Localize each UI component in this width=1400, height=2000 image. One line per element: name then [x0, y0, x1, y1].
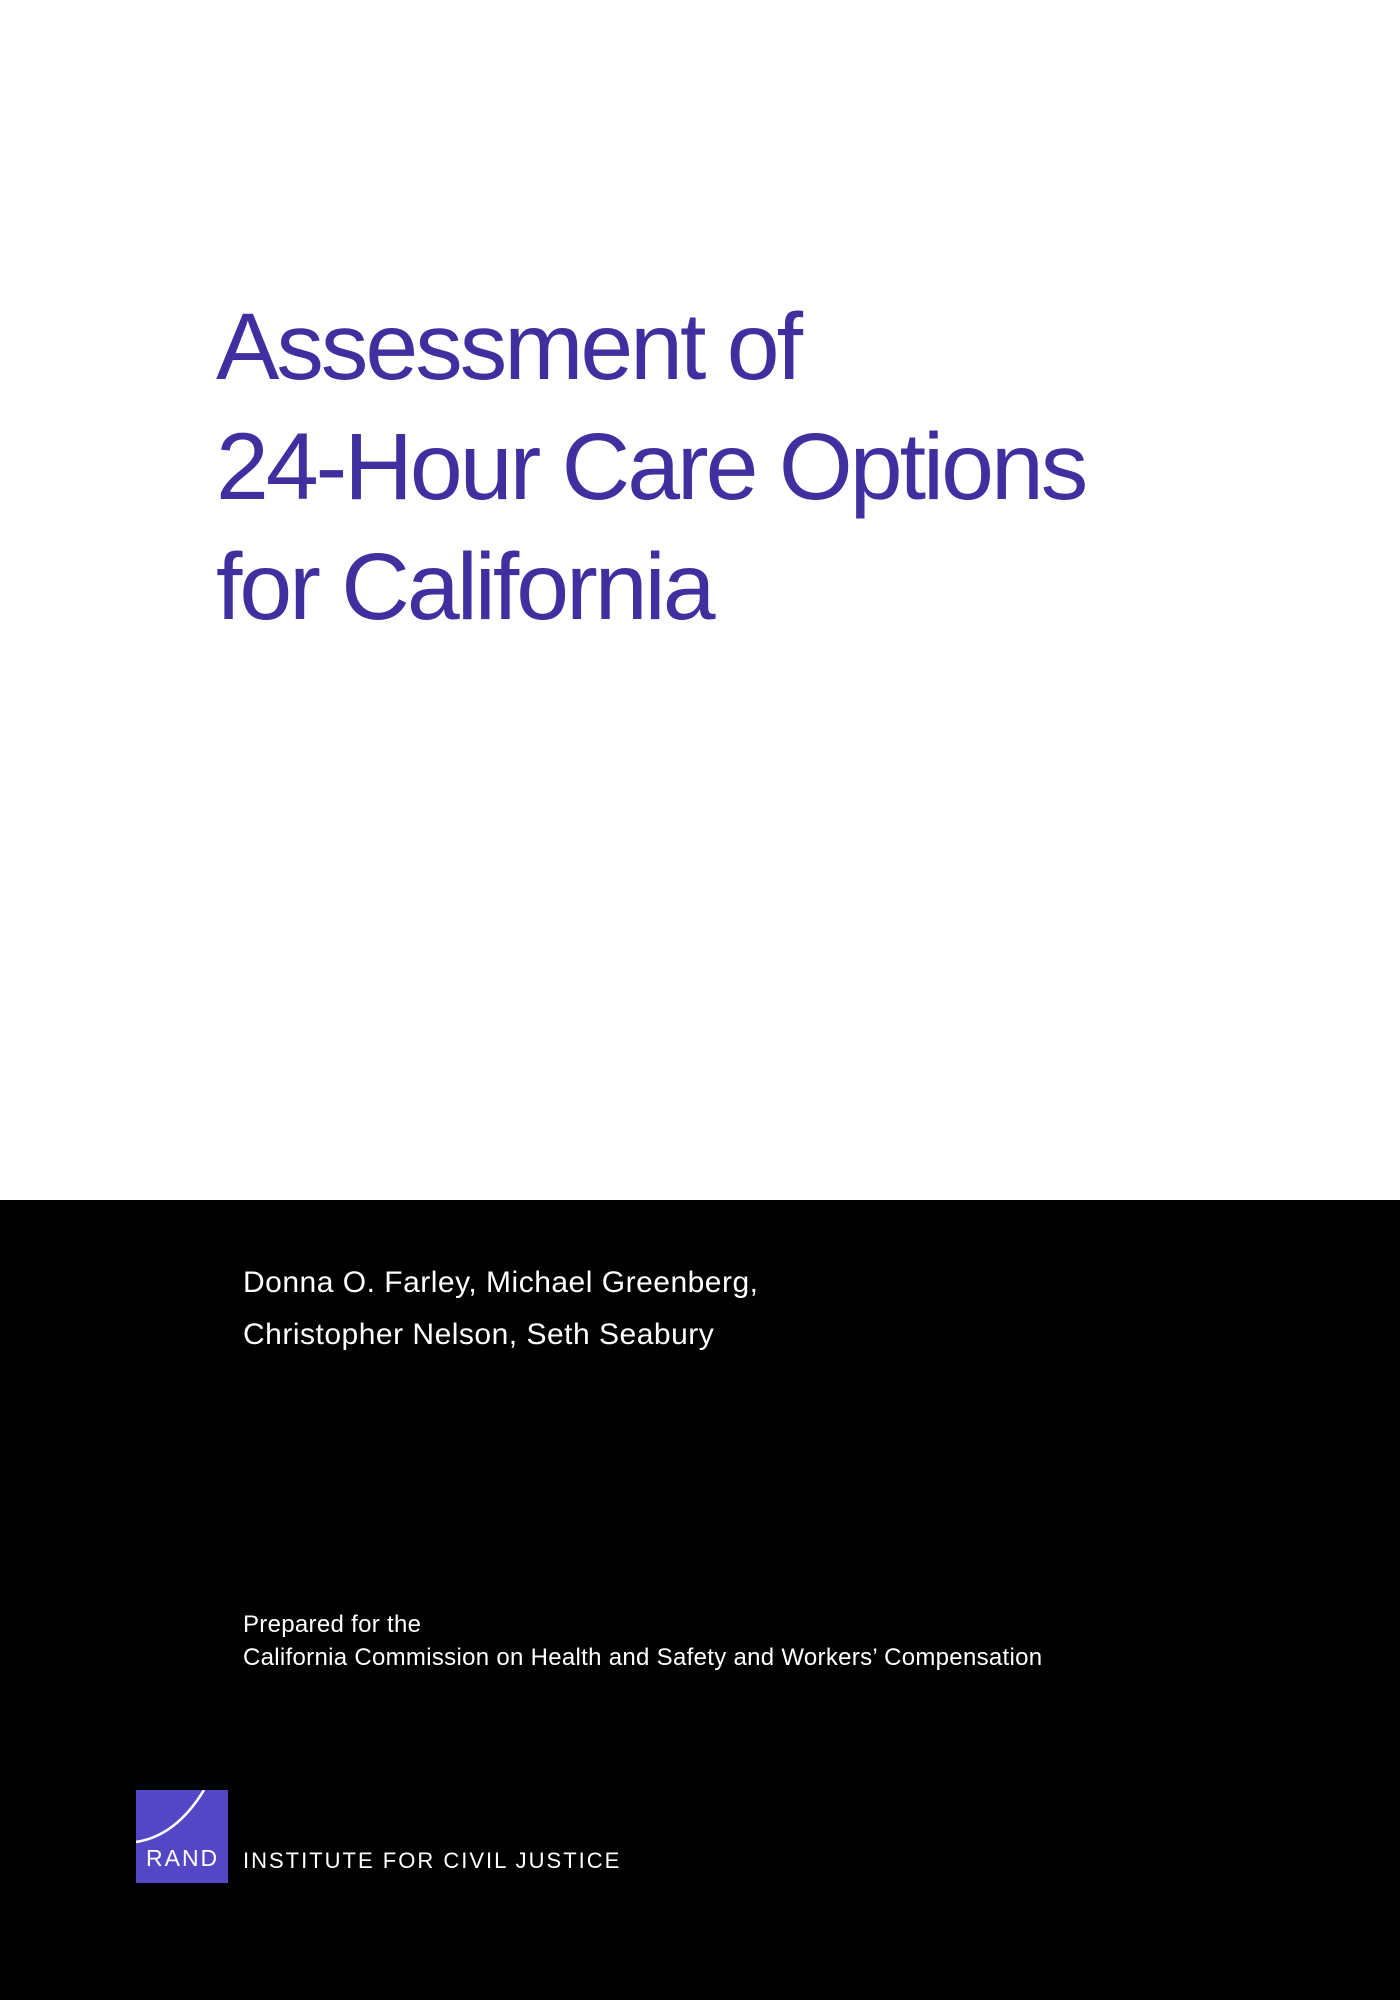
- report-title: [216, 287, 1085, 647]
- cover-bottom-section: [0, 1200, 1400, 2000]
- prepared-for-block: [243, 1608, 1042, 1674]
- title-line-1: Assessment of: [216, 294, 801, 400]
- rand-wordmark: RAND: [146, 1845, 220, 1871]
- rand-logo: [136, 1790, 228, 1883]
- title-line-3: for California: [216, 534, 713, 640]
- authors-block: [243, 1257, 759, 1361]
- authors-line-1: Donna O. Farley, Michael Greenberg,: [243, 1266, 759, 1299]
- commission-name: California Commission on Health and Safety and Workers’ Compensation: [243, 1644, 1043, 1671]
- authors-line-2: Christopher Nelson, Seth Seabury: [243, 1318, 715, 1351]
- institute-name: INSTITUTE FOR CIVIL JUSTICE: [243, 1848, 622, 1873]
- title-line-2: 24-Hour Care Options: [216, 414, 1086, 520]
- prepared-for-line: Prepared for the: [243, 1611, 422, 1638]
